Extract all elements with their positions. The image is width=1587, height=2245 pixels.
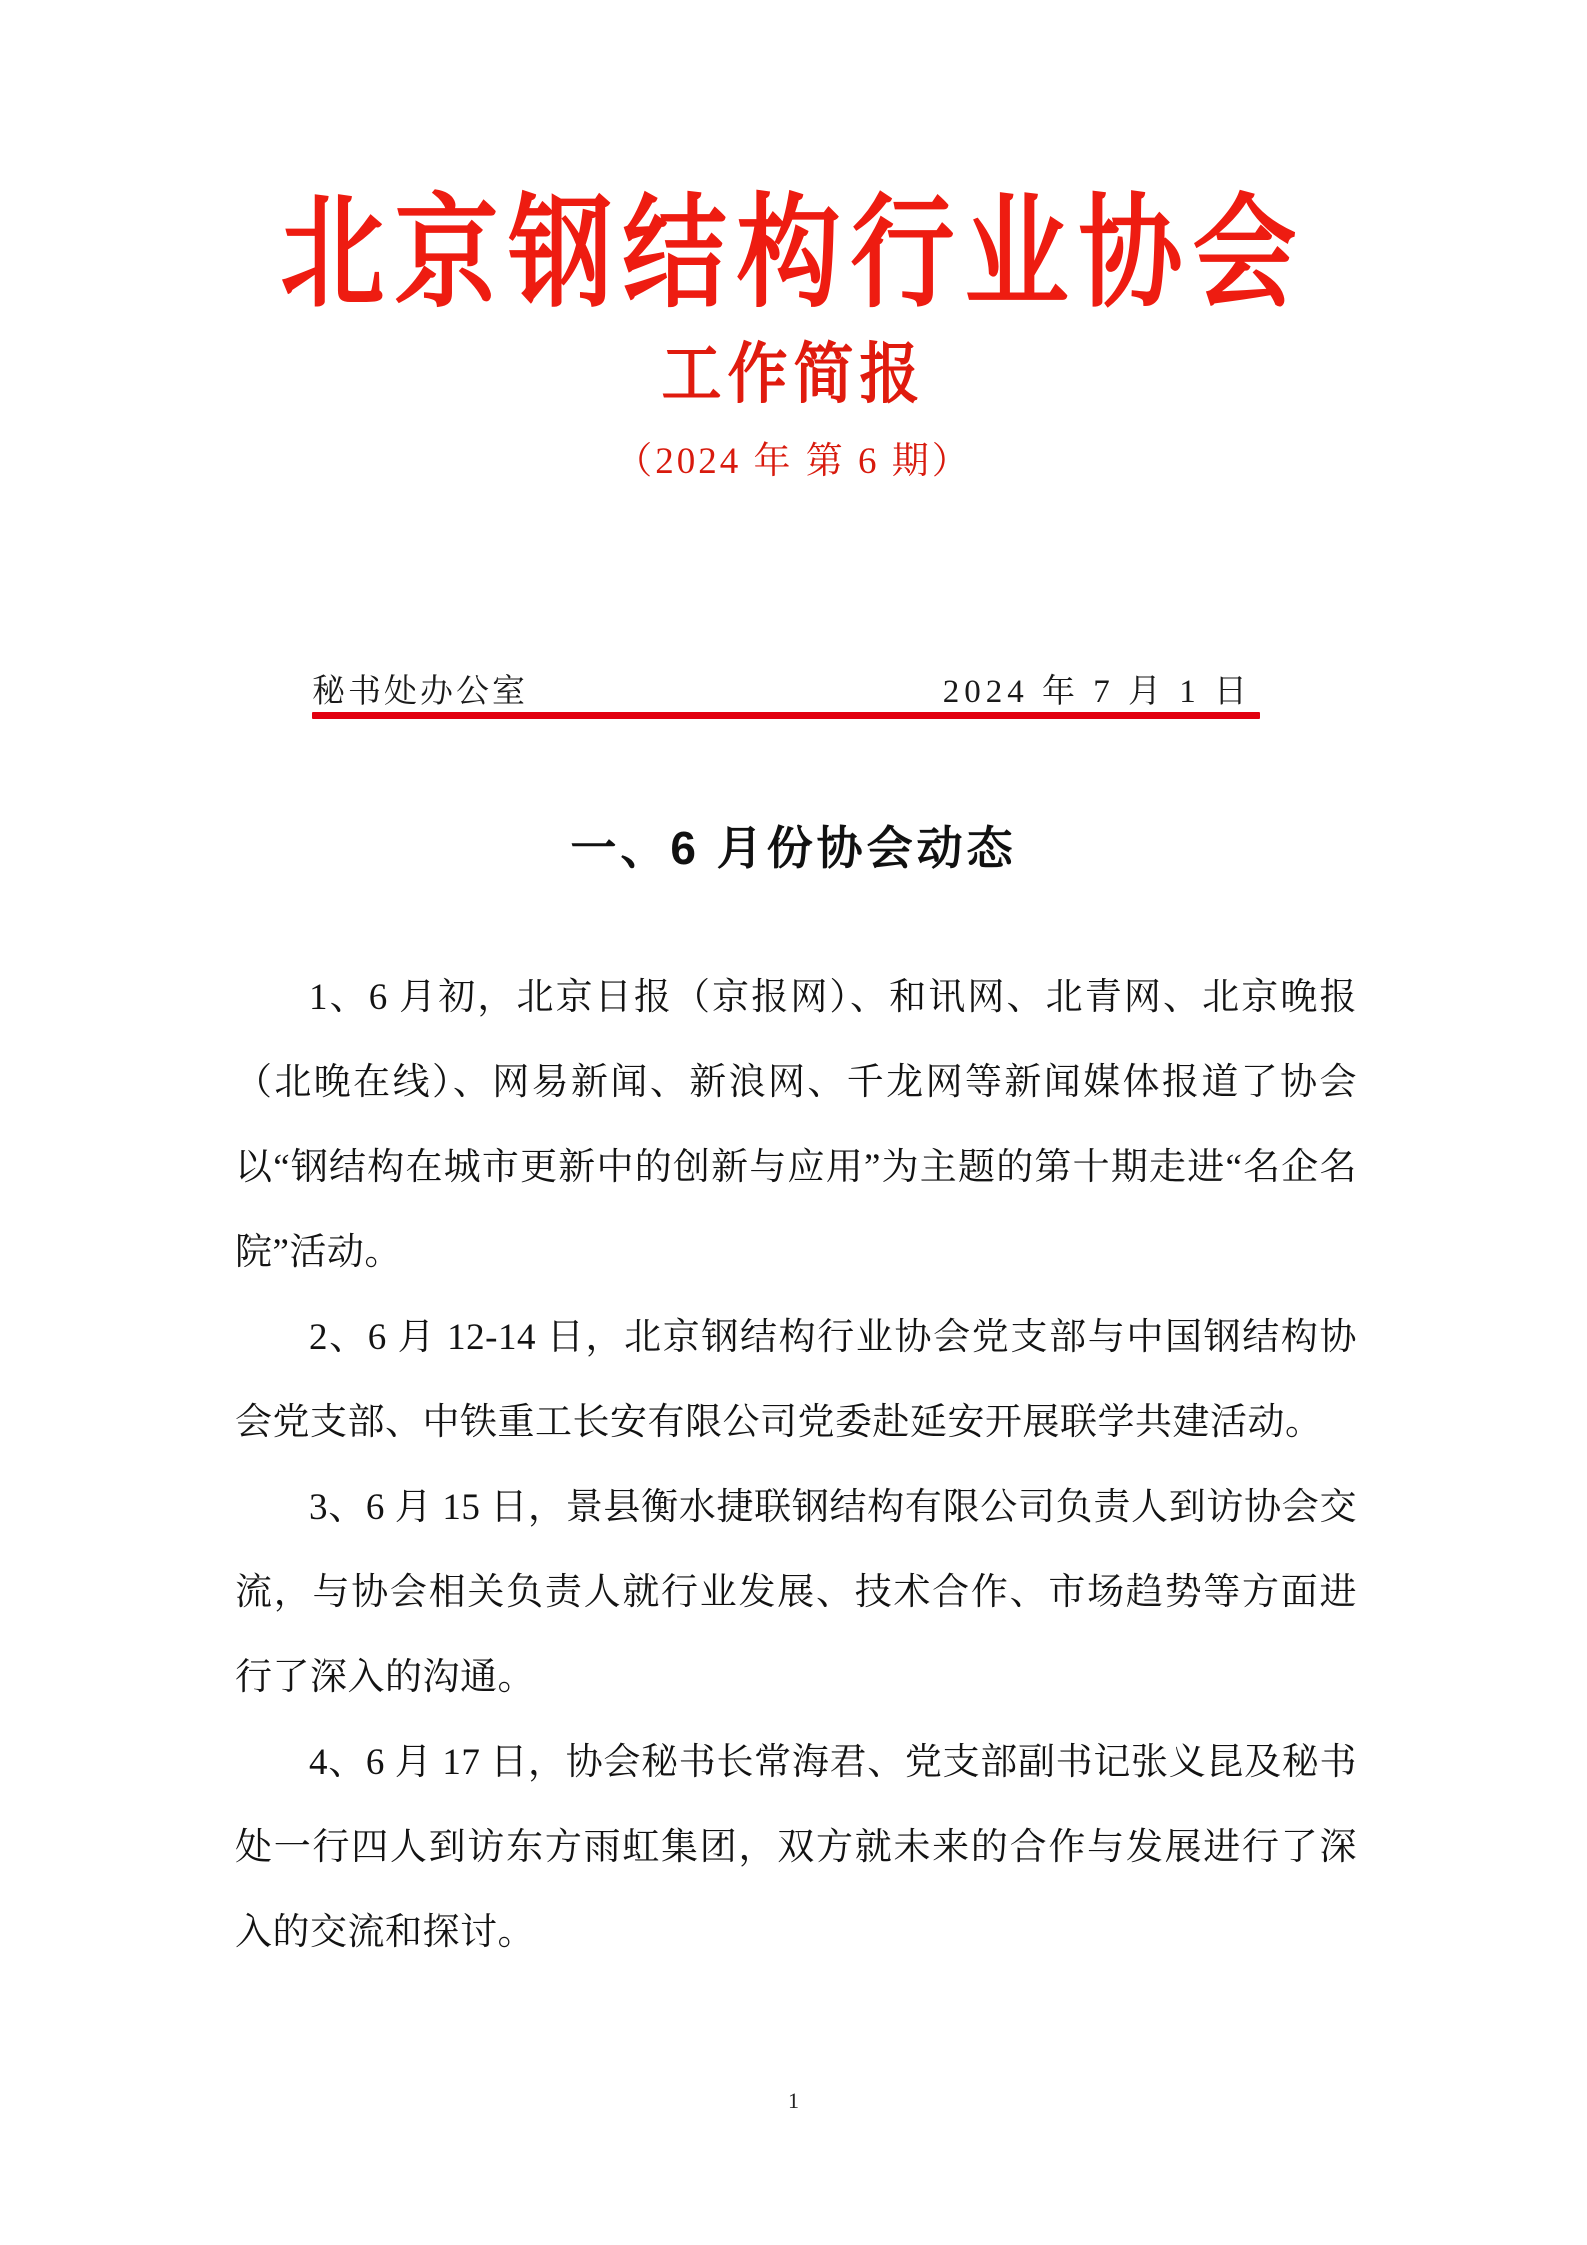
- paragraph: 1、6 月初，北京日报（京报网）、和讯网、北青网、北京晚报（北晚在线）、网易新闻、新浪网、千龙网等新闻媒体报道了协会以“钢结构在城市更新中的创新与应用”为主题的第十期走进“名企名院”活动。: [235, 977, 1357, 1273]
- red-divider-rule: [312, 712, 1260, 719]
- paragraph: 3、6 月 15 日，景县衡水捷联钢结构有限公司负责人到访协会交流，与协会相关负责人就行业发展、技术合作、市场趋势等方面进行了深入的沟通。: [235, 1487, 1357, 1698]
- issue-date: 2024 年 7 月 1 日: [942, 674, 1252, 710]
- body-content: [235, 955, 1357, 1975]
- document-kind-title: 工作简报: [661, 337, 926, 412]
- page-number: 1: [788, 2088, 799, 2113]
- organization-title: 北京钢结构行业协会: [280, 186, 1307, 323]
- paragraph: 2、6 月 12-14 日，北京钢结构行业协会党支部与中国钢结构协会党支部、中铁重工长安有限公司党委赴延安开展联学共建活动。: [235, 1317, 1357, 1443]
- issuer-date-bar: [312, 650, 1260, 722]
- section-heading: 一、6 月份协会动态: [570, 822, 1017, 874]
- issue-number-line: （2024 年 第 6 期）: [615, 441, 972, 483]
- paragraph: 4、6 月 17 日，协会秘书长常海君、党支部副书记张义昆及秘书处一行四人到访东方雨虹集团，双方就未来的合作与发展进行了深入的交流和探讨。: [235, 1742, 1357, 1953]
- issuer-date-row: [312, 650, 1260, 712]
- issuing-office: 秘书处办公室: [312, 674, 528, 710]
- masthead: [0, 0, 1587, 483]
